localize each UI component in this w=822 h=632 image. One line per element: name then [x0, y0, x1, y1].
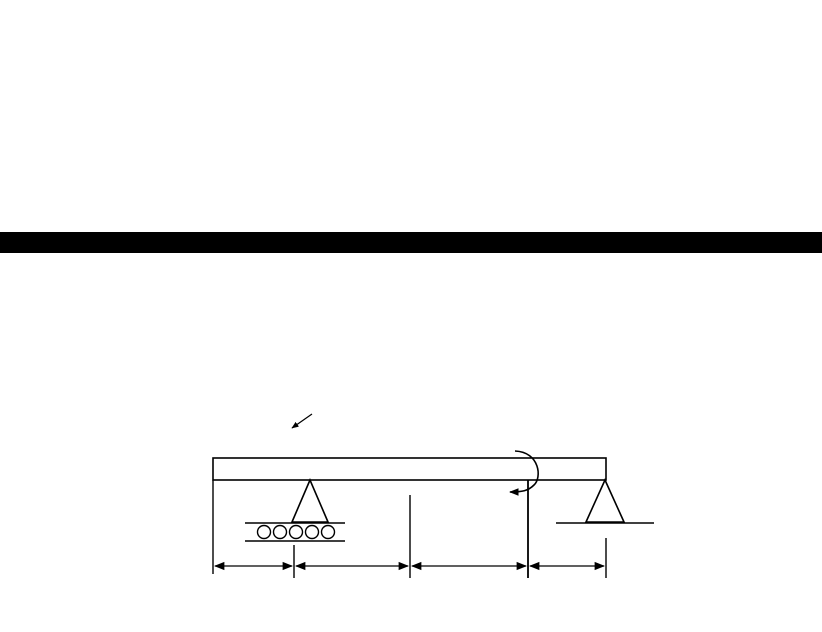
beam: [213, 458, 606, 480]
udl-leader-arrow: [292, 414, 312, 428]
support-b-triangle: [292, 480, 328, 522]
support-a-triangle: [586, 480, 624, 522]
rollers: [258, 526, 335, 539]
